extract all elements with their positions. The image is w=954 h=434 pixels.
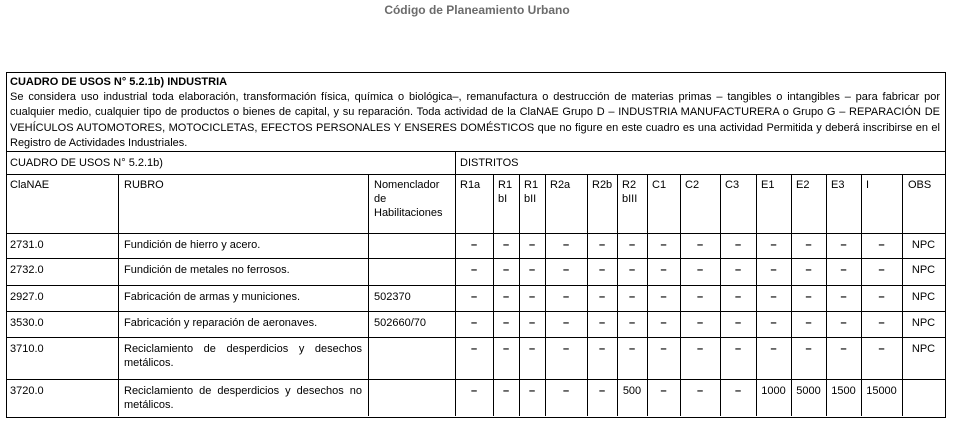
row-rule — [7, 311, 945, 312]
row-district-value: – — [528, 317, 536, 329]
row-obs: NPC — [911, 264, 936, 276]
row-rule — [7, 258, 945, 259]
row-district-value: 1000 — [761, 385, 786, 397]
row-obs: NPC — [911, 317, 936, 329]
row-clanae: 3710.0 — [10, 343, 44, 355]
header-district-2: R1 bII — [524, 179, 539, 205]
row-clanae: 2927.0 — [10, 291, 44, 303]
row-district-value: – — [528, 385, 536, 397]
row-obs: NPC — [911, 343, 936, 355]
row-clanae: 2732.0 — [10, 264, 44, 276]
row-district-value: – — [840, 264, 847, 276]
row-district-value: – — [562, 343, 570, 355]
row-district-value: – — [734, 343, 742, 355]
row-district-value: – — [660, 239, 667, 251]
row-district-value: – — [598, 264, 606, 276]
row-district-value: – — [878, 291, 885, 303]
header-rubro: RUBRO — [124, 179, 164, 191]
row-district-value: – — [502, 317, 510, 329]
row-district-value: – — [840, 317, 847, 329]
row-district-value: – — [660, 385, 667, 397]
header-district-8: C3 — [725, 179, 740, 191]
row-district-value: 500 — [622, 385, 642, 397]
row-district-value: – — [770, 317, 777, 329]
row-rule — [7, 379, 945, 380]
header-nomenclador: Nomenclador de Habilitaciones — [374, 179, 443, 219]
row-district-value: – — [628, 239, 636, 251]
row-nomenclador: 502370 — [374, 291, 411, 303]
row-district-value: – — [528, 264, 536, 276]
row-district-value: – — [470, 264, 478, 276]
row-rubro: Fabricación de armas y municiones. — [124, 291, 301, 303]
column-rule — [118, 174, 119, 416]
row-district-value: – — [660, 291, 667, 303]
row-district-value: – — [660, 343, 667, 355]
column-rule — [368, 174, 369, 416]
row-district-value: – — [562, 385, 570, 397]
row-district-value: – — [770, 264, 777, 276]
row-district-value: – — [562, 291, 570, 303]
row-district-value: – — [598, 317, 606, 329]
row-district-value: – — [628, 343, 636, 355]
row-district-value: – — [734, 291, 742, 303]
header-district-0: R1a — [460, 179, 481, 191]
row-district-value: – — [770, 239, 777, 251]
row-rule — [7, 285, 945, 286]
row-district-value: – — [696, 264, 704, 276]
header-clanae: ClaNAE — [10, 179, 50, 191]
row-district-value: – — [805, 291, 812, 303]
row-district-value: – — [502, 343, 510, 355]
row-district-value: – — [878, 264, 885, 276]
row-district-value: – — [598, 385, 606, 397]
row-district-value: – — [598, 343, 606, 355]
row-district-value: – — [502, 385, 510, 397]
intro-block — [10, 75, 940, 151]
row-district-value: – — [562, 317, 570, 329]
row-district-value: – — [878, 239, 885, 251]
row-clanae: 3530.0 — [10, 317, 44, 329]
row-district-value: – — [734, 317, 742, 329]
row-district-value: – — [502, 264, 510, 276]
row-district-value: – — [734, 264, 742, 276]
header-district-11: E3 — [831, 179, 845, 191]
row-district-value: – — [562, 264, 570, 276]
row-district-value: – — [734, 239, 742, 251]
row-district-value: – — [470, 317, 478, 329]
header-district-5: R2 bIII — [622, 179, 638, 205]
header-district-6: C1 — [652, 179, 667, 191]
row-district-value: – — [660, 264, 667, 276]
row-obs: NPC — [911, 291, 936, 303]
row-district-value: – — [840, 343, 847, 355]
row-district-value: 5000 — [796, 385, 821, 397]
row-district-value: – — [840, 239, 847, 251]
row-rubro: Fundición de metales no ferrosos. — [124, 264, 290, 276]
row-district-value: – — [805, 264, 812, 276]
row-rubro: Reciclamiento de desperdicios y desechos metálicos. — [124, 343, 362, 369]
header-district-3: R2a — [550, 179, 571, 191]
row-clanae: 3720.0 — [10, 385, 44, 397]
row-district-value: – — [696, 385, 704, 397]
row-rule — [7, 337, 945, 338]
row-district-value: – — [628, 264, 636, 276]
row-district-value: – — [528, 343, 536, 355]
uses-table-frame — [6, 72, 946, 418]
intro-text: Se considera uso industrial toda elaboración, transformación física, química o biológica–, remanufactura o destrucción de materias primas – tangibles o intangibles – para fabricar por cualquier medio, cualquier tipo de productos o bienes de capital, y su reparación. Toda actividad de la ClaNAE Grupo D – INDUSTRIA MANUFACTURERA o Grupo G – REPARACIÓN DE VEHÍCULOS AUTOMOTORES, MOTOCICLETAS, EFECTOS PERSONALES Y ENSERES DOMÉSTICOS que no figure en este cuadro es una actividad Permitida y deberá inscribirse en el Registro de Actividades Industriales. — [10, 91, 940, 149]
caption-rule — [7, 174, 945, 175]
row-district-value: – — [805, 239, 812, 251]
row-clanae: 2731.0 — [10, 239, 44, 251]
row-district-value: – — [598, 291, 606, 303]
header-obs: OBS — [908, 179, 932, 191]
row-district-value: – — [696, 239, 704, 251]
caption-divider — [455, 151, 456, 174]
row-district-value: – — [470, 239, 478, 251]
row-district-value: – — [660, 317, 667, 329]
row-rubro: Fabricación y reparación de aeronaves. — [124, 317, 318, 329]
row-district-value: – — [878, 343, 885, 355]
table-caption: CUADRO DE USOS N° 5.2.1b) — [10, 157, 163, 169]
row-district-value: – — [470, 343, 478, 355]
header-district-7: C2 — [685, 179, 700, 191]
row-district-value: – — [696, 317, 704, 329]
table-top-rule — [7, 151, 945, 152]
row-district-value: – — [502, 239, 510, 251]
row-district-value: – — [805, 343, 812, 355]
row-district-value: – — [770, 343, 777, 355]
row-district-value: – — [770, 291, 777, 303]
row-district-value: 1500 — [831, 385, 856, 397]
row-district-value: – — [696, 343, 704, 355]
row-district-value: – — [562, 239, 570, 251]
row-district-value: – — [528, 291, 536, 303]
row-district-value: – — [878, 317, 885, 329]
row-district-value: – — [598, 239, 606, 251]
header-district-1: R1 bI — [498, 179, 513, 205]
districts-label: DISTRITOS — [460, 157, 519, 169]
row-district-value: – — [734, 385, 742, 397]
header-district-9: E1 — [761, 179, 775, 191]
row-district-value: – — [470, 385, 478, 397]
page-header: Código de Planeamiento Urbano — [384, 3, 570, 17]
row-rubro: Reciclamiento de desperdicios y desechos no metálicos. — [124, 385, 362, 411]
row-district-value: – — [628, 291, 636, 303]
row-district-value: – — [470, 291, 478, 303]
intro-title: CUADRO DE USOS N° 5.2.1b) INDUSTRIA — [10, 76, 228, 88]
row-district-value: – — [628, 317, 636, 329]
row-rubro: Fundición de hierro y acero. — [124, 239, 261, 251]
row-district-value: – — [696, 291, 704, 303]
header-district-12: I — [866, 179, 870, 191]
row-district-value: – — [840, 291, 847, 303]
row-district-value: – — [528, 239, 536, 251]
header-district-4: R2b — [592, 179, 613, 191]
header-district-10: E2 — [796, 179, 810, 191]
row-obs: NPC — [911, 239, 936, 251]
row-district-value: 15000 — [866, 385, 897, 397]
row-district-value: – — [805, 317, 812, 329]
row-district-value: – — [502, 291, 510, 303]
row-rule — [7, 233, 945, 234]
row-nomenclador: 502660/70 — [374, 317, 426, 329]
